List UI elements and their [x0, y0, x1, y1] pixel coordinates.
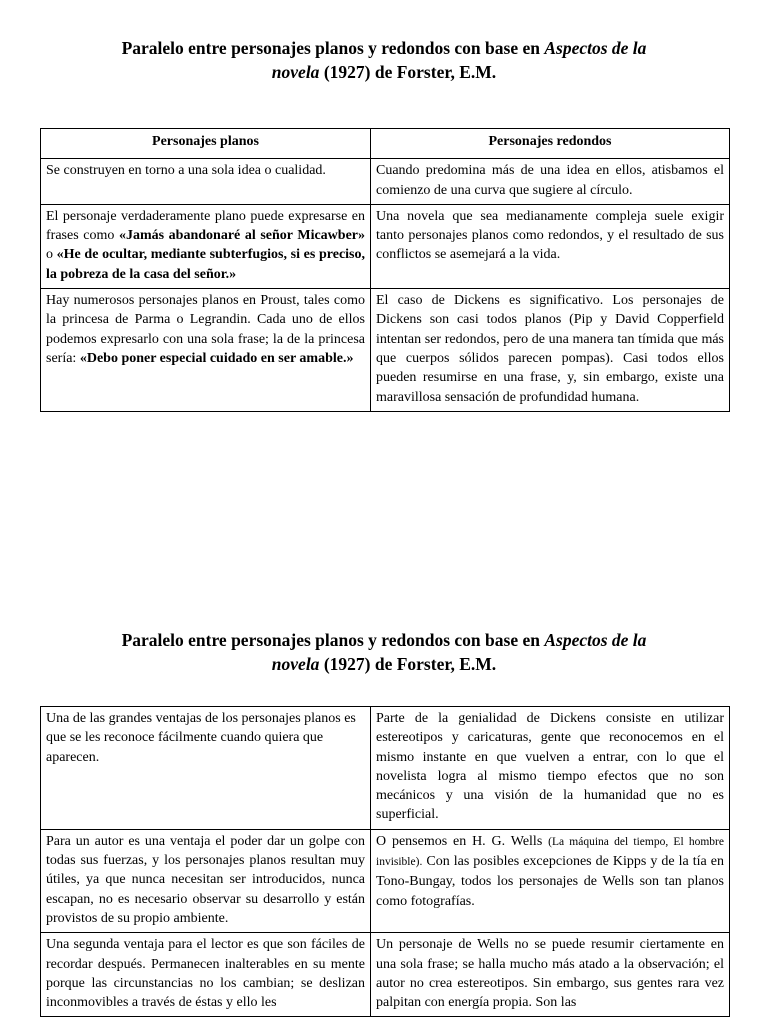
title-book-italic-2: novela — [271, 62, 320, 82]
header-round-characters: Personajes redondos — [371, 129, 730, 159]
table-row — [41, 204, 730, 288]
cell-round: Una novela que sea medianamente compleja suele exigir tanto personajes planos como redondos, y el resultado de sus conflictos se asemejará a la vida. — [371, 204, 730, 288]
cell-flat: Una segunda ventaja para el lector es que son fáciles de recordar después. Permanecen inalterables en su mente porque las circunstancias no los cambian; se deslizan inconmovibles a través de éstas y ello les — [41, 933, 371, 1017]
cell-text: Con las posibles excepciones de Kipps y de la tía en Tono-Bungay, todos los personajes de Wells son tan planos como fotografías. — [376, 854, 724, 909]
title-text-2: (1927) de Forster, E.M. — [319, 654, 497, 674]
table-row — [41, 289, 730, 412]
page2-title — [60, 628, 708, 676]
title-book-italic: Aspectos de la — [544, 630, 647, 650]
table-row — [41, 707, 730, 830]
cell-flat: Se construyen en torno a una sola idea o cualidad. — [41, 159, 371, 205]
cell-text: Hay numerosos personajes planos en Proust, tales como la princesa de Parma o Legrandin. Cada uno de ellos podemos expresarlo con una sola frase; la de la princesa sería: — [46, 293, 365, 366]
quote-bold: «He de ocultar, mediante subterfugios, si es preciso, la pobreza de la casa del señor.» — [46, 247, 365, 282]
comparison-table-2 — [40, 706, 730, 1017]
cell-small-text: (La máquina del tiempo, El hombre invisible). — [376, 835, 724, 869]
cell-flat: Una de las grandes ventajas de los personajes planos es que se les reconoce fácilmente cuando quiera que aparecen. — [41, 707, 371, 830]
page1-title — [60, 36, 708, 84]
cell-round: Parte de la genialidad de Dickens consiste en utilizar estereotipos y caricaturas, gente que reconocemos en el mismo instante en que vuelven a entrar, con lo que el novelista logra al mismo tiempo efectos que no son mecánicos y una visión de la humanidad que no es superficial. — [371, 707, 730, 830]
table-row — [41, 159, 730, 205]
cell-round: El caso de Dickens es significativo. Los personajes de Dickens son casi todos planos (Pip y David Copperfield intentan ser redondos, pero de una manera tan tímida que más que cuerpos sólidos parecen pompas). Casi todos ellos pueden resumirse en una frase, y, sin embargo, existe una maravillosa sensación de profundidad humana. — [371, 289, 730, 412]
cell-text: O pensemos en H. G. Wells — [376, 833, 549, 849]
cell-round — [371, 829, 730, 932]
header-flat-characters: Personajes planos — [41, 129, 371, 159]
table-row — [41, 829, 730, 932]
cell-text: El personaje verdaderamente plano puede expresarse en frases como — [46, 208, 365, 244]
title-text: Paralelo entre personajes planos y redondos con base en — [121, 630, 545, 650]
title-book-italic-2: novela — [271, 654, 320, 674]
cell-text: o — [46, 247, 57, 263]
cell-round: Cuando predomina más de una idea en ellos, atisbamos el comienzo de una curva que sugiere al círculo. — [371, 159, 730, 205]
cell-flat — [41, 204, 371, 288]
title-text: Paralelo entre personajes planos y redondos con base en — [121, 38, 545, 58]
table-row — [41, 933, 730, 1017]
comparison-table-1 — [40, 128, 730, 412]
title-book-italic: Aspectos de la — [544, 38, 647, 58]
quote-bold: «Jamás abandonaré al señor Micawber» — [118, 228, 365, 244]
cell-flat — [41, 289, 371, 412]
quote-bold: «Debo poner especial cuidado en ser amable.» — [79, 350, 354, 366]
title-text-2: (1927) de Forster, E.M. — [319, 62, 497, 82]
table-header-row — [41, 129, 730, 159]
cell-flat: Para un autor es una ventaja el poder dar un golpe con todas sus fuerzas, y los personajes planos resultan muy útiles, ya que nunca necesitan ser introducidos, nunca escapan, no es necesario observar su desarrollo y están provistos de su propio ambiente. — [41, 829, 371, 932]
cell-round: Un personaje de Wells no se puede resumir ciertamente en una sola frase; se halla mucho más atado a la observación; el autor no crea estereotipos. Sin embargo, sus gentes rara vez palpitan con energía propia. Son las — [371, 933, 730, 1017]
